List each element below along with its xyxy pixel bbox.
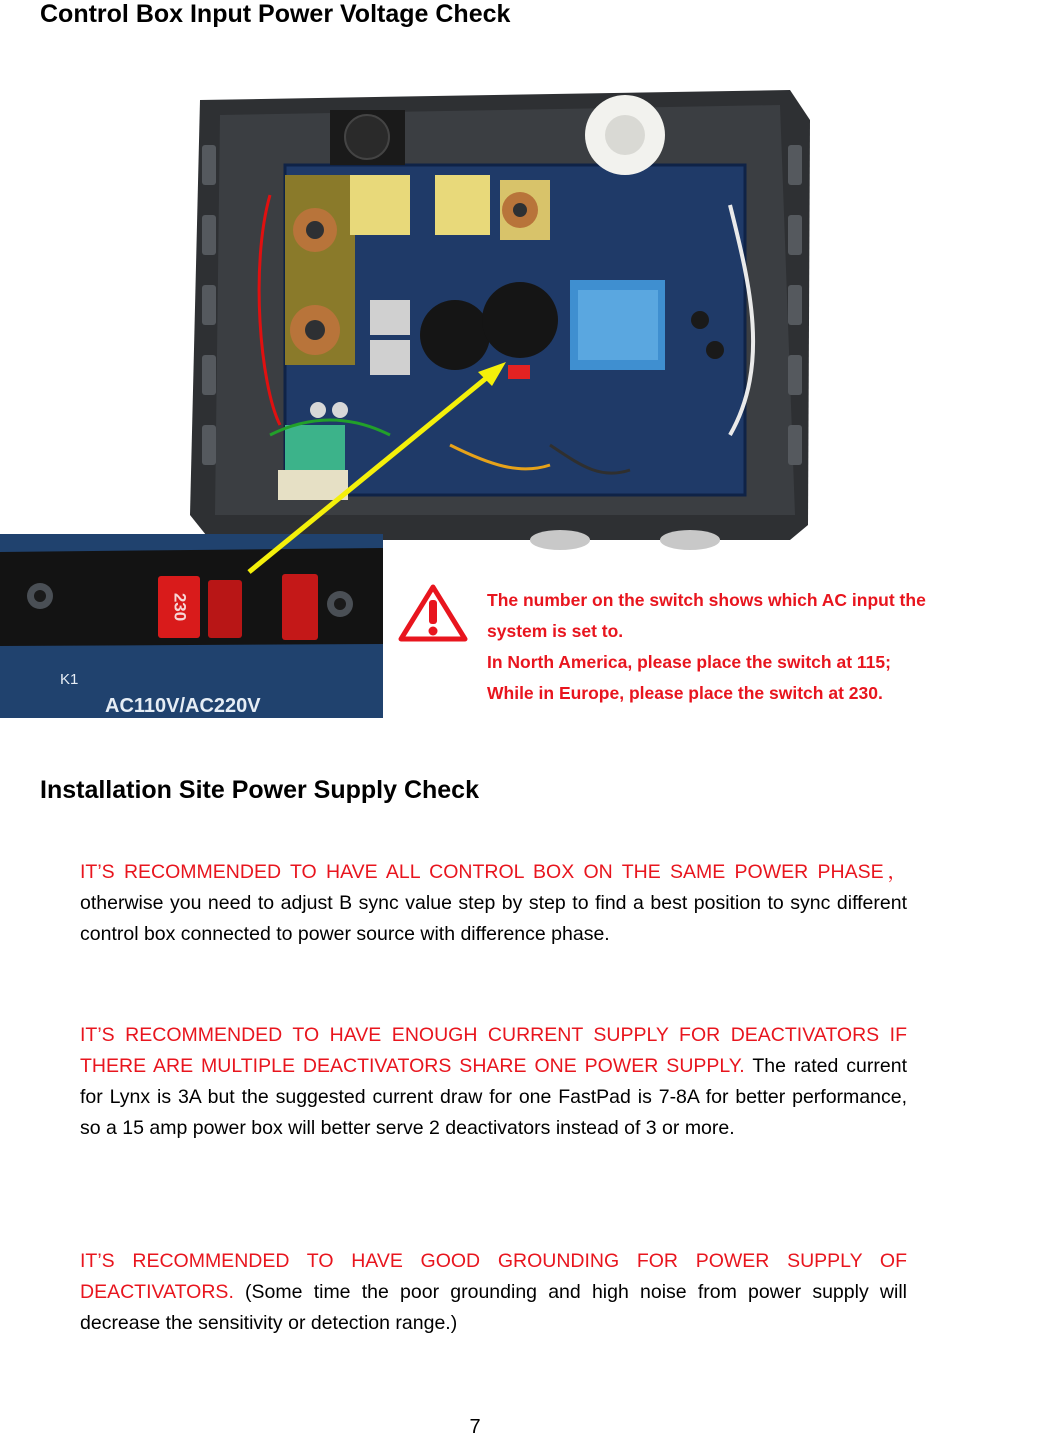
paragraph-grounding bbox=[80, 1246, 907, 1339]
note-line: system is set to. bbox=[487, 621, 624, 641]
pcb-voltage-label: AC110V/AC220V bbox=[105, 695, 261, 717]
paragraph-body: (Some time the poor grounding and high noise from power supply will decrease the sensitivity or detection range.) bbox=[80, 1281, 907, 1334]
switch-value-label: 230 bbox=[170, 592, 190, 622]
paragraph-emphasis: IT’S RECOMMENDED TO HAVE ALL CONTROL BOX ON THE SAME POWER PHASE， bbox=[80, 861, 907, 883]
control-box-photo bbox=[190, 85, 812, 550]
paragraph-emphasis: IT’S RECOMMENDED TO HAVE ENOUGH CURRENT SUPPLY FOR DEACTIVATORS IF THERE ARE MULTIPLE DEACTIVATORS SHARE ONE POWER SUPPLY. bbox=[80, 1024, 907, 1077]
note-line: While in Europe, please place the switch at 230. bbox=[487, 683, 883, 703]
section-title-power-supply: Installation Site Power Supply Check bbox=[40, 776, 479, 804]
pcb-ref-label: K1 bbox=[60, 671, 79, 688]
paragraph-current-supply bbox=[80, 1020, 907, 1144]
page-number: 7 bbox=[469, 1416, 481, 1438]
paragraph-power-phase bbox=[80, 857, 907, 950]
warning-icon bbox=[398, 584, 468, 642]
switch-note bbox=[487, 585, 1037, 709]
paragraph-emphasis: IT’S RECOMMENDED TO HAVE GOOD GROUNDING FOR POWER SUPPLY OF DEACTIVATORS. bbox=[80, 1250, 907, 1303]
note-line: In North America, please place the switch at 115; bbox=[487, 652, 891, 672]
section-title-control-box: Control Box Input Power Voltage Check bbox=[40, 0, 511, 28]
paragraph-body: The rated current for Lynx is 3A but the suggested current draw for one FastPad is 7-8A for better performance, so a 15 amp power box will better serve 2 deactivators instead of 3 or more. bbox=[80, 1055, 907, 1139]
voltage-switch-closeup bbox=[0, 534, 383, 718]
paragraph-body: otherwise you need to adjust B sync value step by step to find a best position to sync different control box connected to power source with difference phase. bbox=[80, 892, 907, 945]
note-line: The number on the switch shows which AC input the bbox=[487, 590, 926, 610]
